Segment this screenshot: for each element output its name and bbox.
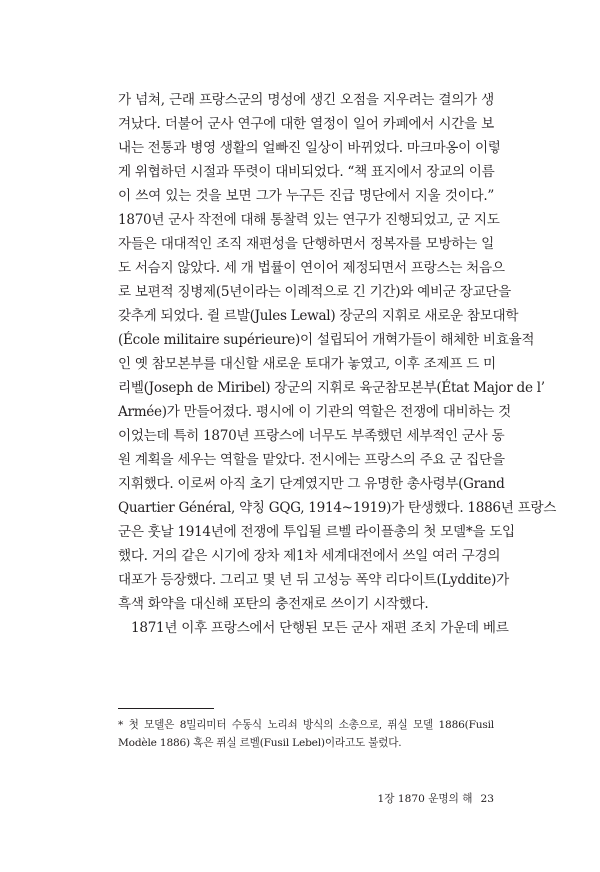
footnote-line: * 첫 모델은 8밀리미터 수동식 노리쇠 방식의 소총으로, 퓌실 모델 1886(Fusil bbox=[118, 719, 494, 731]
text-line: 자들은 대대적인 조직 재편성을 단행하면서 정복자를 모방하는 일 bbox=[118, 236, 494, 252]
text-line: 1870년 군사 작전에 대해 통찰력 있는 연구가 진행되었고, 군 지도 bbox=[118, 212, 500, 228]
text-line: 대포가 등장했다. 그리고 몇 년 뒤 고성능 폭약 리다이트(Lyddite)가 bbox=[118, 572, 509, 588]
body-text bbox=[118, 88, 557, 640]
page-footer bbox=[378, 791, 494, 806]
footnote-line: Modèle 1886) 혹은 퓌실 르벨(Fusil Lebel)이라고도 불렸다. bbox=[118, 737, 402, 749]
text-line: (École militaire supérieure)이 설립되어 개혁가들이 해체한 비효율적 bbox=[118, 332, 535, 348]
text-line: Armée)가 만들어졌다. 평시에 이 기관의 역할은 전쟁에 대비하는 것 bbox=[118, 404, 511, 420]
text-line: 가 넘쳐, 근래 프랑스군의 명성에 생긴 오점을 지우려는 결의가 생 bbox=[118, 92, 494, 108]
footnote bbox=[118, 716, 494, 752]
text-line: 게 위협하던 시절과 뚜렷이 대비되었다. “책 표지에서 장교의 이름 bbox=[118, 164, 495, 180]
text-line: 이 쓰여 있는 것을 보면 그가 누구든 진급 명단에서 지울 것이다.” bbox=[118, 188, 494, 204]
text-line: 도 서슴지 않았다. 세 개 법률이 연이어 제정되면서 프랑스는 처음으 bbox=[118, 260, 505, 276]
text-line: 1871년 이후 프랑스에서 단행된 모든 군사 재편 조치 가운데 베르 bbox=[131, 620, 509, 636]
text-line: Quartier Général, 약칭 GQG, 1914~1919)가 탄생했다. 1886년 프랑스 bbox=[118, 500, 557, 516]
text-line: 군은 훗날 1914년에 전쟁에 투입될 르벨 라이플총의 첫 모델*을 도입 bbox=[118, 524, 515, 540]
running-footer: 1장 1870 운명의 해 bbox=[377, 793, 473, 805]
text-line: 원 계획을 세우는 역할을 맡았다. 전시에는 프랑스의 주요 군 집단을 bbox=[118, 452, 505, 468]
text-line: 지휘했다. 이로써 아직 초기 단계였지만 그 유명한 총사령부(Grand bbox=[118, 476, 505, 492]
text-line: 리벨(Joseph de Miribel) 장군의 지휘로 육군참모본부(État Major de l’ bbox=[118, 380, 545, 396]
text-line: 내는 전통과 병영 생활의 얼빠진 일상이 바뀌었다. 마크마옹이 이렇 bbox=[118, 140, 501, 156]
footnote-divider bbox=[118, 708, 214, 709]
text-line: 했다. 거의 같은 시기에 장차 제1차 세계대전에서 쓰일 여러 구경의 bbox=[118, 548, 501, 564]
text-line: 로 보편적 징병제(5년이라는 이례적으로 긴 기간)와 예비군 장교단을 bbox=[118, 284, 511, 300]
text-line: 겨났다. 더불어 군사 연구에 대한 열정이 일어 카페에서 시간을 보 bbox=[118, 116, 494, 132]
text-line: 이었는데 특히 1870년 프랑스에 너무도 부족했던 세부적인 군사 동 bbox=[118, 428, 505, 444]
text-line: 갖추게 되었다. 쥘 르발(Jules Lewal) 장군의 지휘로 새로운 참모대학 bbox=[118, 308, 519, 324]
text-line: 인 옛 참모본부를 대신할 새로운 토대가 놓였고, 이후 조제프 드 미 bbox=[118, 356, 496, 372]
page-number: 23 bbox=[480, 793, 494, 805]
text-line: 흑색 화약을 대신해 포탄의 충전재로 쓰이기 시작했다. bbox=[118, 596, 429, 612]
